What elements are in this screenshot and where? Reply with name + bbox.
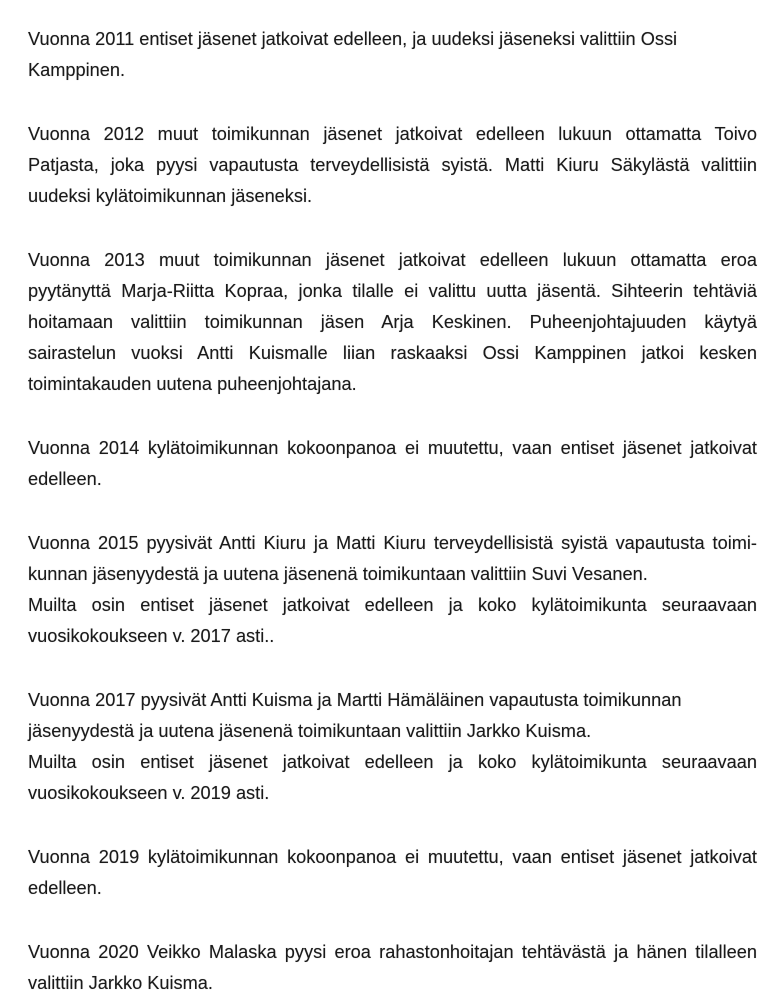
text-line: jäsenyydestä ja uutena jäsenenä toimikuntaan valittiin Jarkko Kuisma. (28, 721, 592, 741)
text-line: Kamppinen. (28, 60, 126, 80)
paragraph-year-2014 (28, 433, 757, 495)
text-line: Vuonna 2019 kylätoimikunnan kokoonpanoa ei muutettu, vaan entiset jäsenet jatkoivat (28, 847, 757, 867)
paragraph-year-2015 (28, 528, 757, 590)
paragraph-year-2020 (28, 937, 757, 999)
text-line: Vuonna 2017 pyysivät Antti Kuisma ja Martti Hämäläinen vapautusta toimikunnan (28, 690, 682, 710)
text-line: Patjasta, joka pyysi vapautusta terveydellisistä syistä. Matti Kiuru Säkylästä valittiin (28, 155, 757, 175)
text-line: kunnan jäsenyydestä ja uutena jäsenenä toimikuntaan valittiin Suvi Vesanen. (28, 564, 648, 584)
text-line: sairastelun vuoksi Antti Kuismalle liian raskaaksi Ossi Kamppinen jatkoi kesken (28, 343, 757, 363)
text-line: edelleen. (28, 878, 102, 898)
text-line: vuosikokoukseen v. 2017 asti.. (28, 626, 275, 646)
text-line: Muilta osin entiset jäsenet jatkoivat edelleen ja koko kylätoimikunta seuraavaan (28, 595, 757, 615)
document-body (28, 24, 757, 999)
text-line: Vuonna 2014 kylätoimikunnan kokoonpanoa ei muutettu, vaan entiset jäsenet jatkoivat (28, 438, 757, 458)
paragraph-year-2011 (28, 24, 757, 86)
paragraph-year-2015-cont (28, 590, 757, 652)
text-line: Vuonna 2012 muut toimikunnan jäsenet jatkoivat edelleen lukuun ottamatta Toivo (28, 124, 757, 144)
text-line: edelleen. (28, 469, 102, 489)
paragraph-year-2013 (28, 245, 757, 400)
text-line: uudeksi kylätoimikunnan jäseneksi. (28, 186, 313, 206)
text-line: toimintakauden uutena puheenjohtajana. (28, 374, 357, 394)
text-line: Muilta osin entiset jäsenet jatkoivat edelleen ja koko kylätoimikunta seuraavaan (28, 752, 757, 772)
text-line: Vuonna 2020 Veikko Malaska pyysi eroa rahastonhoitajan tehtävästä ja hänen tilalleen (28, 942, 757, 962)
text-line: pyytänyttä Marja-Riitta Kopraa, jonka tilalle ei valittu uutta jäsentä. Sihteerin tehtäviä (28, 281, 757, 301)
text-line: Vuonna 2015 pyysivät Antti Kiuru ja Matti Kiuru terveydellisistä syistä vapautusta toimi- (28, 533, 757, 553)
paragraph-year-2017-cont (28, 747, 757, 809)
text-line: valittiin Jarkko Kuisma. (28, 973, 213, 993)
text-line: Vuonna 2013 muut toimikunnan jäsenet jatkoivat edelleen lukuun ottamatta eroa (28, 250, 757, 270)
paragraph-year-2012 (28, 119, 757, 212)
text-line: hoitamaan valittiin toimikunnan jäsen Arja Keskinen. Puheenjohtajuuden käytyä (28, 312, 757, 332)
paragraph-year-2019 (28, 842, 757, 904)
text-line: Vuonna 2011 entiset jäsenet jatkoivat edelleen, ja uudeksi jäseneksi valittiin Ossi (28, 29, 678, 49)
text-line: vuosikokoukseen v. 2019 asti. (28, 783, 270, 803)
paragraph-year-2017 (28, 685, 757, 747)
